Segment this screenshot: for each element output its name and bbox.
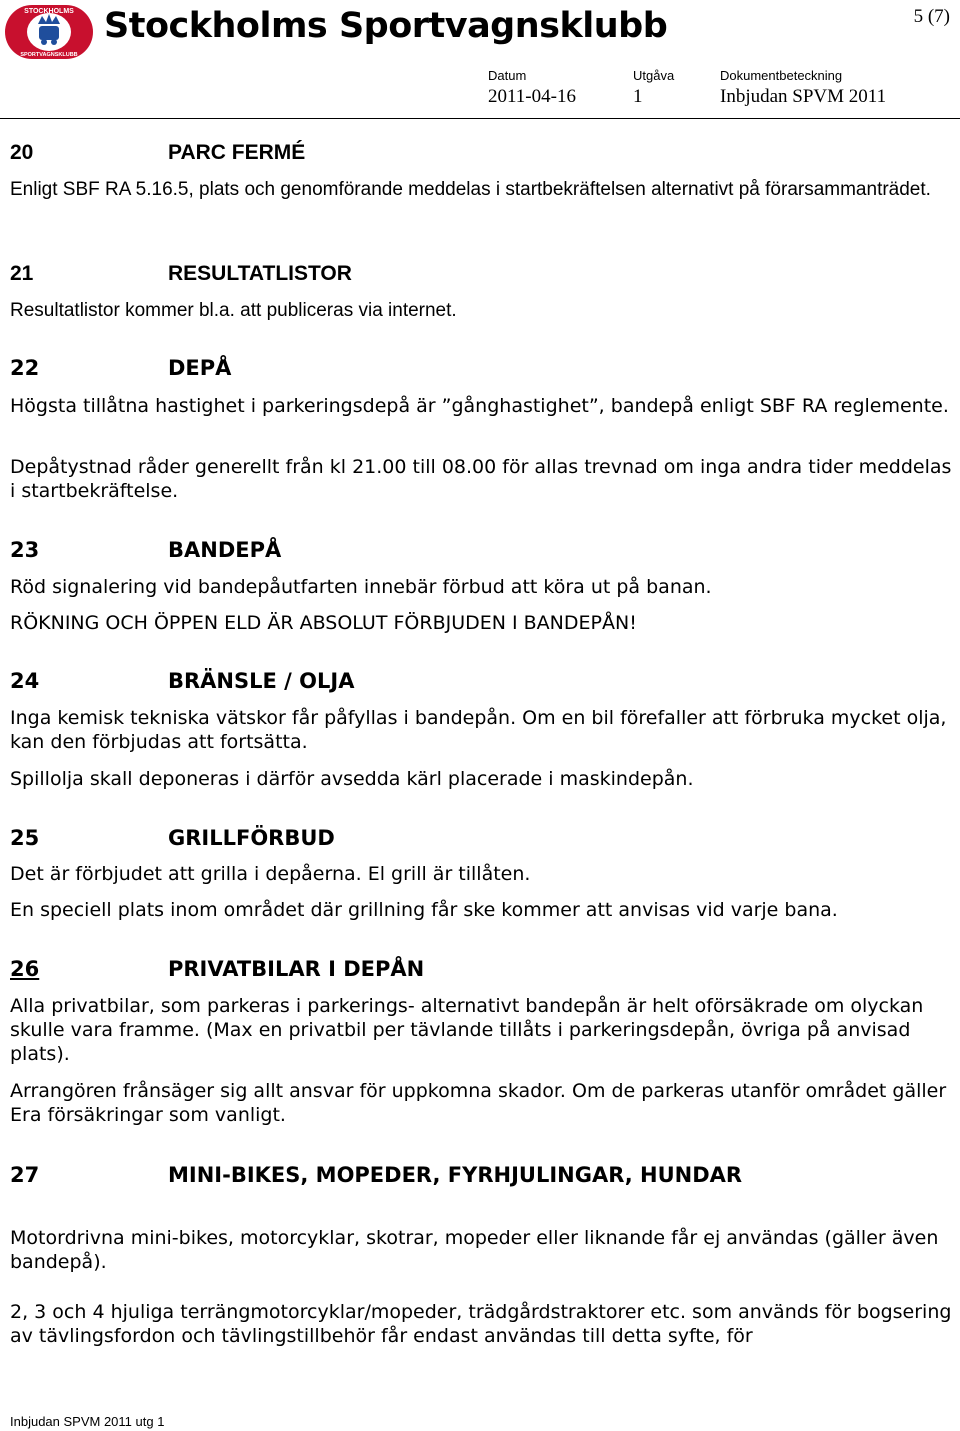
section-paragraph: Högsta tillåtna hastighet i parkeringsdepå är ”gånghastighet”, bandepå enligt SBF RA reglemente. <box>10 395 949 417</box>
section-title: BRÄNSLE / OLJA <box>168 669 355 693</box>
page-number: 5 (7) <box>913 6 950 27</box>
edition-label: Utgåva <box>633 68 675 83</box>
section-title: PRIVATBILAR I DEPÅN <box>168 957 425 981</box>
section-paragraph: Röd signalering vid bandepåutfarten innebär förbud att köra ut på banan. <box>10 576 712 598</box>
document-label: Dokumentbeteckning <box>720 68 843 83</box>
date-value: 2011-04-16 <box>488 86 576 107</box>
svg-text:STOCKHOLMS: STOCKHOLMS <box>24 8 74 15</box>
club-logo <box>4 4 94 60</box>
organization-name: Stockholms Sportvagnsklubb <box>104 6 668 46</box>
section-paragraph: Motordrivna mini-bikes, motorcyklar, skotrar, mopeder eller liknande får ej användas (gäller även bandepå). <box>10 1227 939 1273</box>
section-number: 21 <box>10 262 34 285</box>
section-paragraph: Enligt SBF RA 5.16.5, plats och genomförande meddelas i startbekräftelsen alternativt på förarsammanträdet. <box>10 179 931 200</box>
section-paragraph: Spillolja skall deponeras i därför avsedda kärl placerade i maskindepån. <box>10 768 694 790</box>
section-title: DEPÅ <box>168 356 232 380</box>
section-paragraph: Resultatlistor kommer bl.a. att publiceras via internet. <box>10 300 457 321</box>
section-title: PARC FERMÉ <box>168 141 306 164</box>
section-title: GRILLFÖRBUD <box>168 826 335 850</box>
section-number: 27 <box>10 1163 40 1187</box>
section-paragraph: Alla privatbilar, som parkeras i parkerings- alternativt bandepån är helt oförsäkrade om olyckan skulle vara framme. (Max en privatbil per tävlande tillåts i parkeringsdepån, övriga på anvisad plats). <box>10 995 924 1065</box>
section-number: 26 <box>10 957 40 981</box>
section-paragraph: Det är förbjudet att grilla i depåerna. El grill är tillåten. <box>10 863 531 885</box>
section-title: BANDEPÅ <box>168 538 282 562</box>
header-divider <box>0 118 960 119</box>
section-paragraph: En speciell plats inom området där grillning får ske kommer att anvisas vid varje bana. <box>10 899 838 921</box>
section-paragraph: 2, 3 och 4 hjuliga terrängmotorcyklar/mopeder, trädgårdstraktorer etc. som används för bogsering av tävlingsfordon och tävlingstillbehör får endast användas till detta syfte, för <box>10 1301 952 1347</box>
section-paragraph: RÖKNING OCH ÖPPEN ELD ÄR ABSOLUT FÖRBJUDEN I BANDEPÅN! <box>10 612 637 634</box>
section-number: 24 <box>10 669 40 693</box>
section-title: MINI-BIKES, MOPEDER, FYRHJULINGAR, HUNDAR <box>168 1163 743 1187</box>
svg-text:SPORTVAGNSKLUBB: SPORTVAGNSKLUBB <box>20 52 78 58</box>
section-paragraph: Arrangören frånsäger sig allt ansvar för uppkomna skador. Om de parkeras utanför området gäller Era försäkringar som vanligt. <box>10 1080 947 1126</box>
date-label: Datum <box>488 68 527 83</box>
document-value: Inbjudan SPVM 2011 <box>720 86 887 107</box>
edition-value: 1 <box>633 86 643 107</box>
section-title: RESULTATLISTOR <box>168 262 352 285</box>
section-paragraph: Inga kemisk tekniska vätskor får påfyllas i bandepån. Om en bil förefaller att förbruka mycket olja, kan den förbjudas att fortsätta. <box>10 707 947 753</box>
section-number: 23 <box>10 538 40 562</box>
section-number: 20 <box>10 141 34 164</box>
section-paragraph: Depåtystnad råder generellt från kl 21.00 till 08.00 för allas trevnad om inga andra tider meddelas i startbekräftelse. <box>10 456 952 502</box>
page-footer: Inbjudan SPVM 2011 utg 1 <box>10 1414 165 1429</box>
section-number: 25 <box>10 826 40 850</box>
section-number: 22 <box>10 356 40 380</box>
